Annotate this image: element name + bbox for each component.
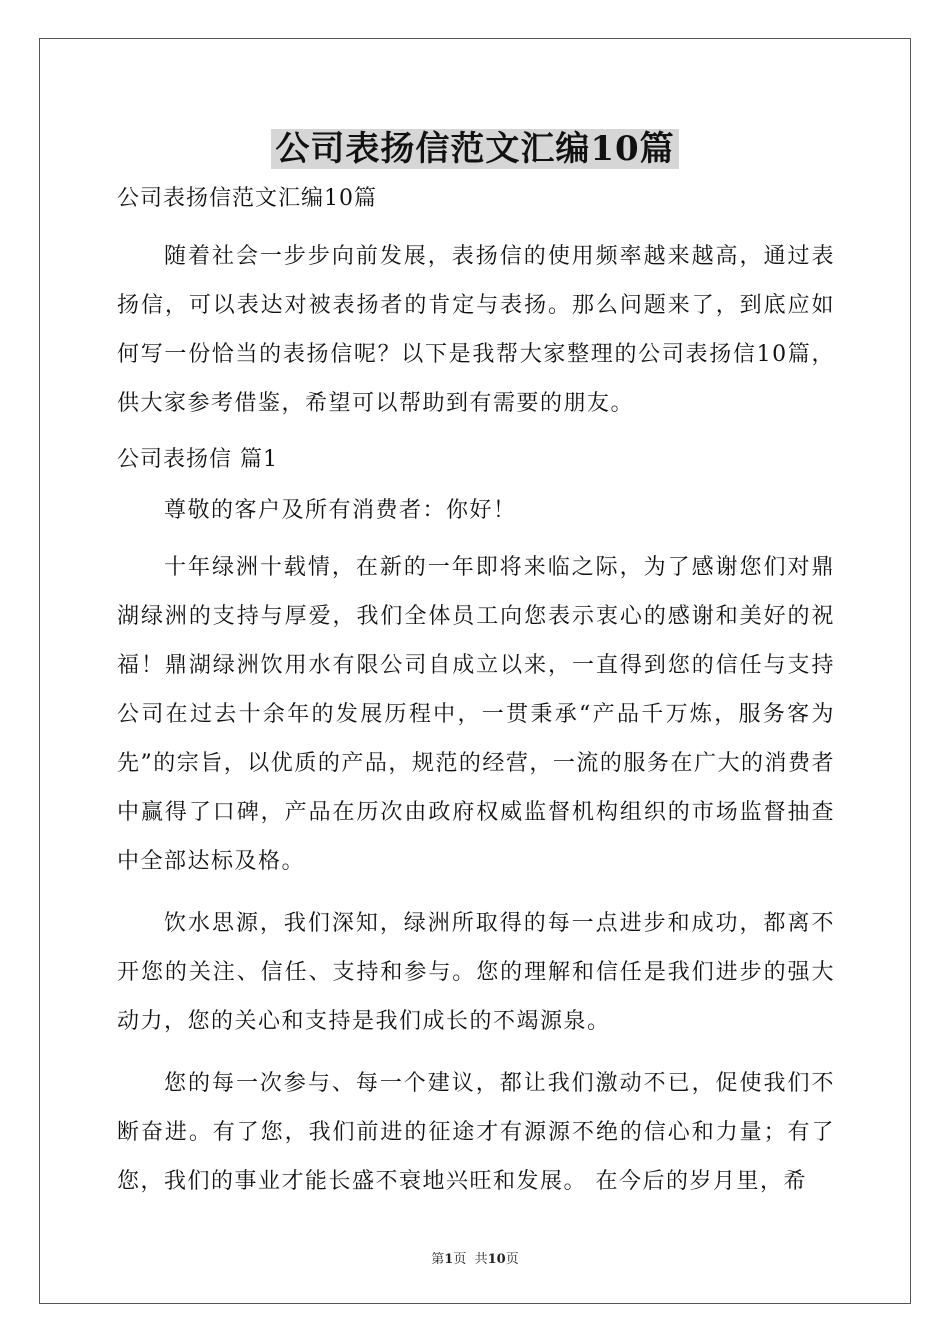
document-title-wrap: [0, 126, 950, 172]
intro-paragraph: 随着社会一步步向前发展，表扬信的使用频率越来越高，通过表扬信，可以表达对被表扬者的肯定与表扬。那么问题来了，到底应如何写一份恰当的表扬信呢？以下是我帮大家整理的公司表扬信10篇，供大家参考借鉴，希望可以帮助到有需要的朋友。: [117, 244, 835, 416]
body-paragraph: 饮水思源，我们深知，绿洲所取得的每一点进步和成功，都离不开您的关注、信任、支持和参与。您的理解和信任是我们进步的强大动力，您的关心和支持是我们成长的不竭源泉。: [117, 911, 835, 1034]
body-paragraph: 十年绿洲十载情，在新的一年即将来临之际，为了感谢您们对鼎湖绿洲的支持与厚爱，我们全体员工向您表示衷心的感谢和美好的祝福！鼎湖绿洲饮用水有限公司自成立以来，一直得到您的信任与支持公司在过去十余年的发展历程中，一贯秉承“产品千万炼，服务客为先”的宗旨，以优质的产品，规范的经营，一流的服务在广大的消费者中赢得了口碑，产品在历次由政府权威监督机构组织的市场监督抽查中全部达标及格。: [117, 555, 835, 874]
document-body: [117, 179, 835, 1219]
body-paragraph: 您的每一次参与、每一个建议，都让我们激动不已，促使我们不断奋进。有了您，我们前进的征途才有源源不绝的信心和力量；有了您，我们的事业才能长盛不衰地兴旺和发展。 在今后的岁月里，希: [117, 1071, 835, 1194]
document-title: 公司表扬信范文汇编10篇: [271, 129, 678, 169]
document-subtitle: 公司表扬信范文汇编10篇: [117, 186, 377, 211]
section-heading: 公司表扬信 篇1: [117, 447, 278, 472]
page-mid: 页 共: [453, 1252, 488, 1267]
page-prefix: 第: [431, 1252, 445, 1267]
page-suffix: 页: [505, 1252, 519, 1267]
letter-greeting: 尊敬的客户及所有消费者：你好！: [164, 498, 517, 523]
page-total: 10: [487, 1252, 506, 1267]
page-current: 1: [444, 1252, 454, 1267]
page-footer: [0, 1248, 950, 1267]
